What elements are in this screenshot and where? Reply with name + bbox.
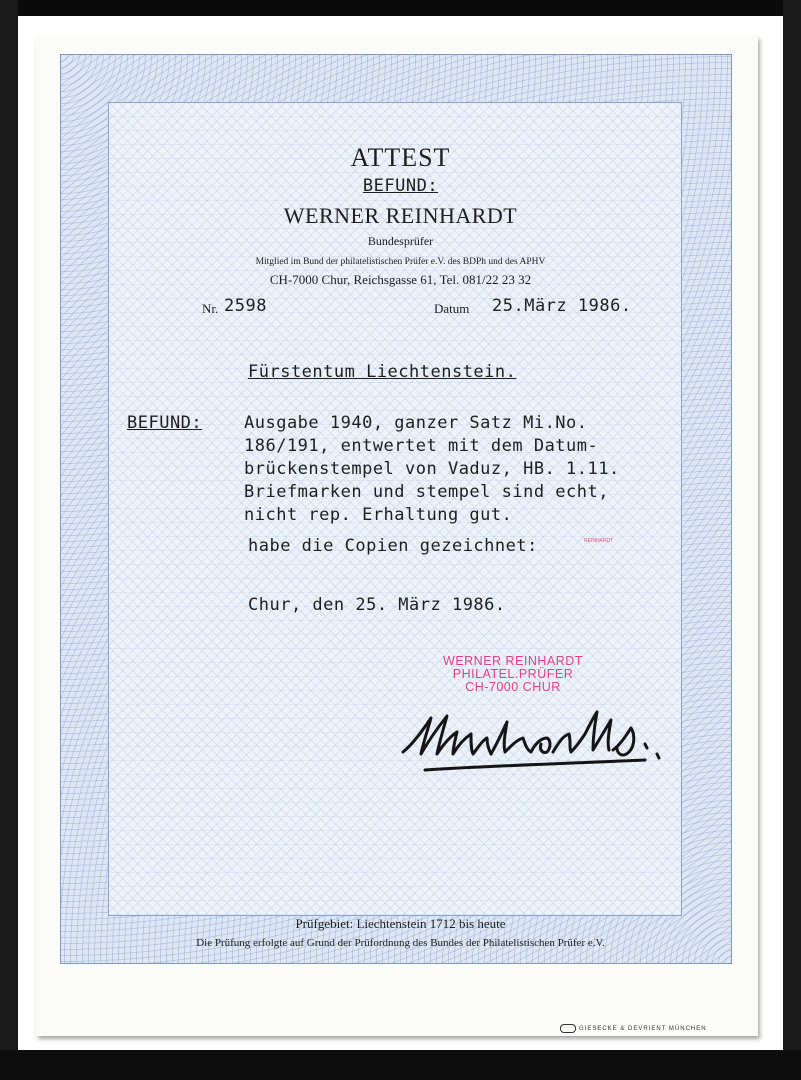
certificate-title: ATTEST [350,143,451,172]
handwritten-signature [395,700,685,790]
befund-line: 186/191, entwertet mit dem Datum- [244,436,599,456]
copies-note: habe die Copien gezeichnet: [248,536,538,556]
nr-label: Nr. [202,301,219,316]
country-heading: Fürstentum Liechtenstein. [248,362,517,382]
examiner-stamp [428,655,598,694]
stamp-line: CH-7000 CHUR [465,680,561,694]
befund-label: BEFUND: [127,413,203,433]
examiner-address: CH-7000 Chur, Reichsgasse 61, Tel. 081/22 23 32 [269,272,532,287]
certificate-number: 2598 [224,296,267,316]
printer-name: GIESECKE & DEVRIENT MÜNCHEN [579,1026,707,1033]
certificate-date: 25.März 1986. [492,296,632,316]
membership-line: Mitglied im Bund der philatelistischen Prüfer e.V. des BDPh und des APHV [255,257,546,267]
printer-imprint [560,1024,707,1033]
certificate-heading: BEFUND: [362,176,439,196]
befund-line: Ausgabe 1940, ganzer Satz Mi.No. [244,413,588,433]
place-date: Chur, den 25. März 1986. [248,595,506,615]
stamp-line: WERNER REINHARDT [443,654,583,668]
printer-logo-icon [560,1024,576,1033]
stamp-line: PHILATEL.PRÜFER [452,667,574,681]
examiner-name: WERNER REINHARDT [283,203,518,228]
befund-line: nicht rep. Erhaltung gut. [244,505,513,525]
pruefgebiet-line: Prüfgebiet: Liechtenstein 1712 bis heute [295,916,506,931]
mini-stamp: REINHARDT [584,538,614,544]
scan-border-bottom [0,1050,801,1080]
befund-line: brückenstempel von Vaduz, HB. 1.11. [244,459,620,479]
examiner-role: Bundesprüfer [367,234,434,248]
datum-label: Datum [434,301,470,316]
pruefordnung-line: Die Prüfung erfolgte auf Grund der Prüfordnung des Bundes der Philatelistischen Prüfer e.V. [196,937,605,949]
scan-border-top [0,0,801,16]
befund-line: Briefmarken und stempel sind echt, [244,482,609,502]
